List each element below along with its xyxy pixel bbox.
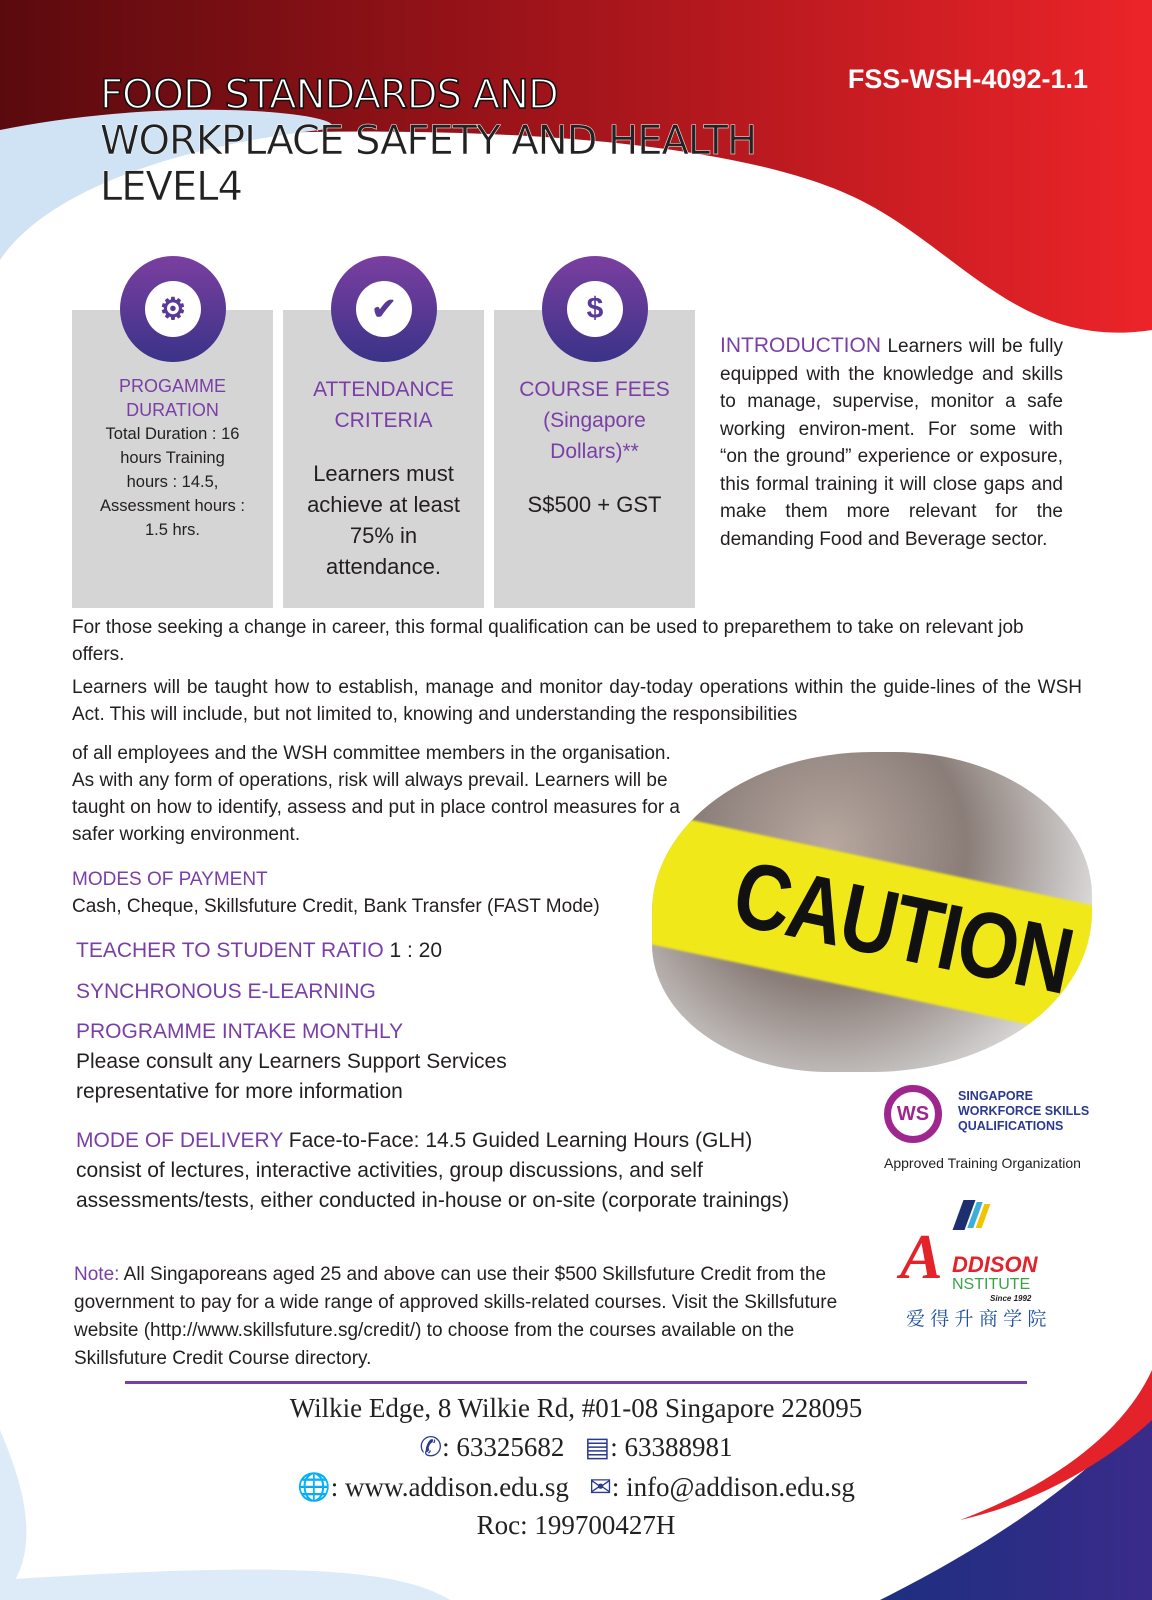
email-icon: ✉: [589, 1472, 612, 1502]
teacher-ratio: TEACHER TO STUDENT RATIO 1 : 20: [76, 939, 443, 962]
card-heading: PROGAMME DURATION: [118, 376, 226, 420]
introduction: INTRODUCTION Learners will be fully equipped with the knowledge and skills to manage, supervise, monitor a safe working environ-ment. For some with “on the ground” experience or exposure, this formal training it will close gaps and make them more relevant for the demanding Food and Beverage sector.: [720, 334, 1064, 550]
card-body: Total Duration : 16 hours Training hours : 14.5, Assessment hours : 1.5 hrs.: [100, 425, 245, 539]
title-line: FOOD STANDARDS AND: [100, 72, 558, 118]
card-body: Learners must achieve at least 75% in attendance.: [307, 461, 460, 579]
mode-of-delivery: MODE OF DELIVERY Face-to-Face: 14.5 Guided Learning Hours (GLH) consist of lectures, interactive activities, group discussions, and self assessments/tests, either conducted in-house or on-site (corporate trainings): [76, 1129, 790, 1212]
contact-online: [0, 1471, 1152, 1503]
title-line: LEVEL4: [100, 164, 242, 210]
programme-intake: PROGRAMME INTAKE MONTHLY Please consult any Learners Support Services representative for more information: [76, 1020, 507, 1103]
check-icon: ✔: [331, 256, 437, 362]
modes-of-payment: MODES OF PAYMENT Cash, Cheque, Skillsfuture Credit, Bank Transfer (FAST Mode): [72, 869, 600, 917]
contact-phones: ✆: 63325682 ▤: 63388981: [419, 1432, 733, 1462]
email-link[interactable]: : info@addison.edu.sg: [611, 1472, 855, 1502]
fax-icon: ▤: [584, 1432, 611, 1462]
page-title: [100, 72, 756, 210]
approved-training-organization: Approved Training Organization: [884, 1155, 1081, 1171]
dollar-icon: $: [542, 256, 648, 362]
card-body: S$500 + GST: [527, 492, 662, 517]
roc-number: Roc: 199700427H: [476, 1510, 676, 1540]
website-link[interactable]: : www.addison.edu.sg: [330, 1472, 569, 1502]
globe-icon: 🌐: [297, 1472, 331, 1502]
synchronous-elearning: SYNCHRONOUS E-LEARNING: [76, 980, 376, 1003]
paragraph: Learners will be taught how to establish, manage and monitor day-today operations within the guide-lines of the WSH Act. This will include, but not limited to, knowing and understanding the responsibilities: [72, 677, 1082, 725]
card-heading: COURSE FEES (Singapore Dollars)**: [519, 378, 670, 463]
card-heading: ATTENDANCE CRITERIA: [313, 378, 454, 432]
paragraph: of all employees and the WSH committee members in the organisation. As with any form of operations, risk will always prevail. Learners will be taught on how to identify, assess and put in place control measures for a safer working environment.: [72, 743, 680, 845]
paragraph: For those seeking a change in career, this formal qualification can be used to preparethem to take on relevant job offers.: [72, 617, 1024, 665]
note: Note: All Singaporeans aged 25 and above can use their $500 Skillsfuture Credit from the government to pay for a wide range of approved skills-related courses. Visit the Skillsfuture website (http://www.skillsfuture.sg/credit/) to choose from the courses available on the Skillsfuture Credit Course directory.: [74, 1264, 838, 1369]
phone-icon: ✆: [419, 1432, 443, 1462]
gears-icon: ⚙: [120, 256, 226, 362]
course-code: FSS-WSH-4092-1.1: [847, 64, 1088, 94]
addison-logo: A DDISON NSTITUTE Since 1992 爱 得 升 商 学 院: [900, 1200, 1070, 1330]
caution-tape-image: [652, 752, 1092, 1072]
caution-text: CAUTION: [724, 839, 1081, 1015]
title-line: WORKPLACE SAFETY AND HEALTH: [100, 118, 757, 164]
footer-divider: [125, 1381, 1027, 1384]
address: Wilkie Edge, 8 Wilkie Rd, #01-08 Singapore 228095: [289, 1393, 863, 1423]
